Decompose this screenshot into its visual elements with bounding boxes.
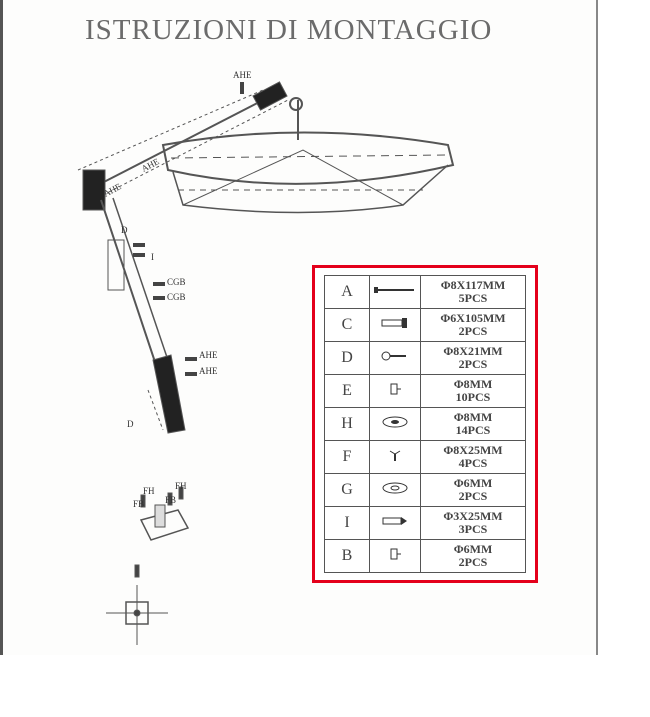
part-quantity: 2PCS: [458, 357, 488, 371]
part-size: Φ8X25MM: [443, 443, 503, 457]
diagram-label: CGB: [167, 277, 186, 287]
table-row: [325, 441, 526, 474]
part-letter: I: [325, 507, 370, 540]
part-size: Φ8X117MM: [440, 278, 506, 292]
part-quantity: 2PCS: [458, 324, 488, 338]
diagram-label: AHE: [199, 366, 218, 376]
table-row: [325, 540, 526, 573]
part-quantity: 10PCS: [455, 390, 491, 404]
part-letter: H: [325, 408, 370, 441]
part-letter: G: [325, 474, 370, 507]
part-size: Φ3X25MM: [443, 509, 503, 523]
part-letter: C: [325, 309, 370, 342]
part-size: Φ6MM: [453, 542, 493, 556]
part-quantity: 4PCS: [458, 456, 488, 470]
table-row: [325, 276, 526, 309]
table-row: [325, 375, 526, 408]
screw-icon: [380, 515, 410, 527]
diagram-label: AHE: [101, 181, 123, 199]
parts-table: [324, 275, 526, 573]
washer-icon: [380, 415, 410, 429]
nut-icon: [387, 547, 403, 561]
table-row: [325, 342, 526, 375]
part-letter: F: [325, 441, 370, 474]
long-bolt-icon: [372, 284, 418, 296]
part-quantity: 3PCS: [458, 522, 488, 536]
part-size: Φ8X21MM: [443, 344, 503, 358]
parts-list-highlight: [312, 265, 538, 583]
hardware-parts: [133, 82, 244, 376]
diagram-label: I: [151, 252, 154, 262]
part-letter: B: [325, 540, 370, 573]
diagram-label: AHE: [199, 350, 218, 360]
pole: [101, 198, 185, 433]
part-size: Φ6MM: [453, 476, 493, 490]
canopy-frame: [163, 98, 453, 213]
part-size: Φ8MM: [453, 410, 493, 424]
diagram-label: FH: [175, 481, 187, 491]
table-row: [325, 408, 526, 441]
part-quantity: 5PCS: [458, 291, 488, 305]
nut-icon: [387, 382, 403, 396]
diagram-label: AHE: [139, 156, 161, 174]
diagram-label: FB: [165, 495, 177, 505]
diagram-label: D: [121, 225, 128, 235]
table-row: [325, 474, 526, 507]
part-letter: A: [325, 276, 370, 309]
page-title: ISTRUZIONI DI MONTAGGIO: [85, 14, 493, 46]
diagram-label: FB: [133, 499, 145, 509]
diagram-label: AHE: [233, 70, 252, 80]
part-size: Φ8MM: [453, 377, 493, 391]
diagram-label: FH: [143, 486, 155, 496]
table-row: [325, 309, 526, 342]
bolt-icon: [380, 317, 410, 329]
part-letter: E: [325, 375, 370, 408]
pin-icon: [380, 348, 410, 364]
washer-icon: [380, 481, 410, 495]
part-letter: D: [325, 342, 370, 375]
part-quantity: 2PCS: [458, 555, 488, 569]
part-quantity: 2PCS: [458, 489, 488, 503]
wing-nut-icon: [387, 447, 403, 463]
part-size: Φ6X105MM: [440, 311, 506, 325]
diagram-label: D: [127, 419, 134, 429]
diagram-label: CGB: [167, 292, 186, 302]
table-row: [325, 507, 526, 540]
mounting-square: [106, 565, 168, 645]
part-quantity: 14PCS: [455, 423, 491, 437]
